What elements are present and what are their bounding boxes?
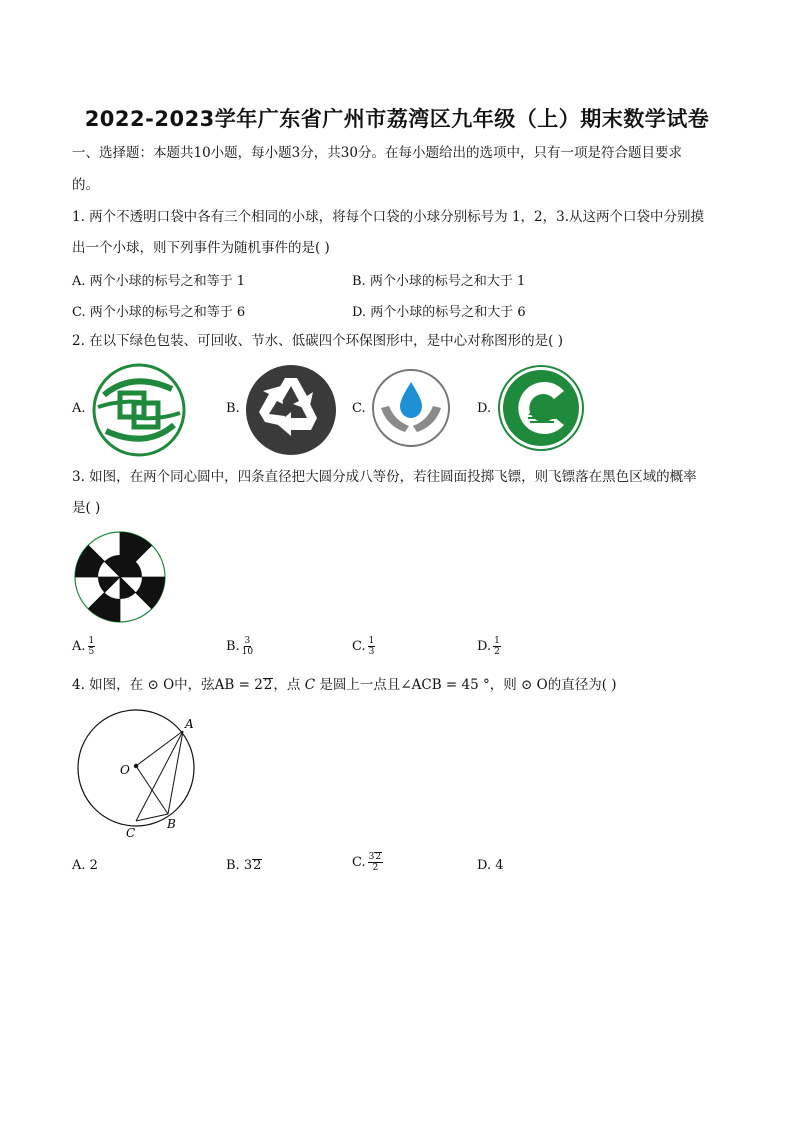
page-title: 2022-2023学年广东省广州市荔湾区九年级（上）期末数学试卷 — [84, 107, 710, 131]
point-o-label: O — [120, 763, 130, 777]
q3-option-a: A. $\frac{1}{5}$ — [72, 636, 95, 657]
q4-option-b: B. 32 — [226, 858, 262, 873]
q1-stem-line2: 出一个小球，则下列事件为随机事件的是( ) — [72, 240, 330, 256]
point-a-label: A — [185, 717, 194, 731]
q3-option-c: C. $\frac{1}{3}$ — [352, 636, 375, 657]
q3-stem-line2: 是( ) — [72, 500, 101, 516]
q1-option-a: A. 两个小球的标号之和等于 1 — [72, 274, 246, 289]
q1-stem-line1: 1. 两个不透明口袋中各有三个相同的小球，将每个口袋的小球分别标号为 1，2，3.从这两个口袋中分别摸 — [72, 209, 705, 225]
q2-option-a-label: A. — [72, 401, 86, 416]
q4-stem: 4. 如图，在 ⊙ O中，弦AB = 22，点 C 是圆上一点且∠ACB = 45 °，则 ⊙ O的直径为( ) — [72, 677, 617, 693]
q1-option-b: B. 两个小球的标号之和大于 1 — [352, 274, 526, 289]
section-instruction-line2: 的。 — [72, 177, 99, 193]
point-c-label: C — [126, 826, 136, 840]
low-carbon-icon — [498, 365, 584, 451]
point-b-label: B — [167, 817, 176, 831]
q2-option-c-label: C. — [352, 401, 366, 416]
q4-option-c: C. $\frac{32}{2}$ — [352, 852, 382, 873]
q2-stem: 2. 在以下绿色包装、可回收、节水、低碳四个环保图形中，是中心对称图形的是( ) — [72, 333, 563, 349]
water-saving-icon — [371, 368, 451, 448]
circle-geometry-figure — [70, 708, 205, 840]
q1-option-d: D. 两个小球的标号之和大于 6 — [352, 305, 526, 320]
dartboard-figure — [74, 531, 166, 623]
q4-option-d: D. 4 — [477, 858, 504, 873]
q3-stem-line1: 3. 如图，在两个同心圆中，四条直径把大圆分成八等份，若往圆面投掷飞镖，则飞镖落在黑色区域的概率 — [72, 469, 697, 485]
packaging-logo-icon — [92, 363, 186, 457]
q3-option-d: D. $\frac{1}{2}$ — [477, 636, 500, 657]
q2-option-d-label: D. — [477, 401, 492, 416]
section-instruction-line1: 一、选择题：本题共10小题，每小题3分，共30分。在每小题给出的选项中，只有一项是符合题目要求 — [72, 145, 682, 161]
recycle-icon — [245, 364, 337, 456]
q2-option-b-label: B. — [226, 401, 240, 416]
q3-option-b: B. $\frac{3}{10}$ — [226, 636, 254, 657]
q4-option-a: A. 2 — [72, 858, 98, 873]
q1-option-c: C. 两个小球的标号之和等于 6 — [72, 305, 246, 320]
